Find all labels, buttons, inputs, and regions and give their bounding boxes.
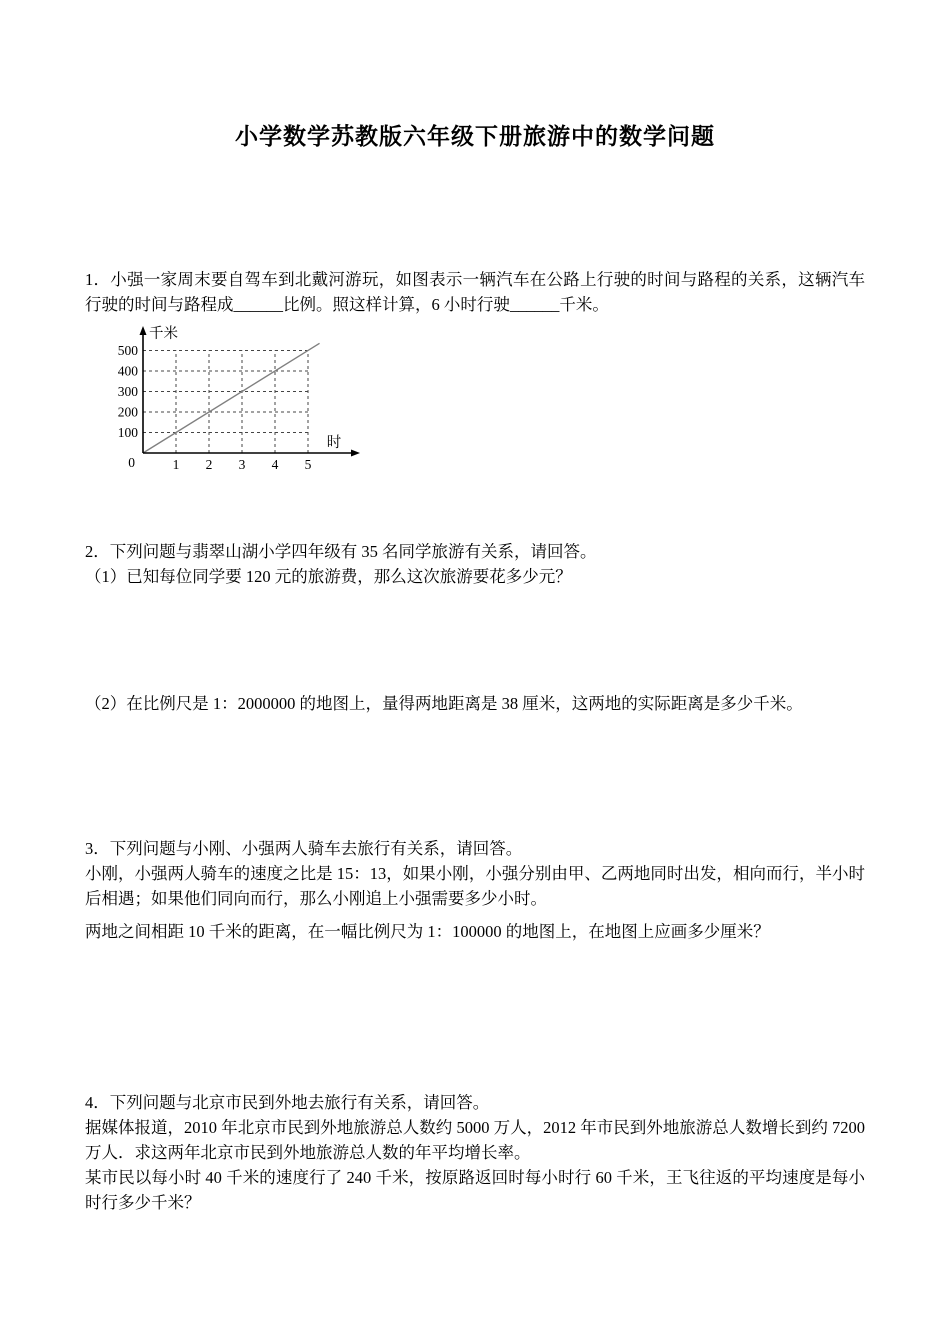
y-tick-label: 300 (117, 384, 138, 399)
x-axis-arrow-icon (351, 450, 360, 457)
page-title: 小学数学苏教版六年级下册旅游中的数学问题 (235, 124, 715, 149)
x-axis-label: 时 (326, 435, 342, 451)
question-4-part-1: 据媒体报道，2010 年北京市民到外地旅游总人数约 5000 万人，2012 年市民到外地旅游总人数增长到约 7200 万人．求这两年北京市民到外地旅游总人数的年平均增长率。 (85, 1118, 865, 1162)
x-tick-label: 4 (271, 457, 279, 472)
question-4-intro: 4．下列问题与北京市民到外地去旅行有关系，请回答。 (85, 1093, 490, 1112)
question-4-part-2: 某市民以每小时 40 千米的速度行了 240 千米，按原路返回时每小时行 60 千米，王飞往返的平均速度是每小时行多少千米？ (85, 1168, 865, 1212)
question-2-intro: 2．下列问题与翡翠山湖小学四年级有 35 名同学旅游有关系，请回答。 (85, 542, 597, 561)
y-tick-label: 400 (117, 363, 138, 379)
question-3-part-2: 两地之间相距 10 千米的距离，在一幅比例尺为 1：100000 的地图上，在地图上应画多少厘米？ (85, 922, 770, 941)
question-1-text: 1．小强一家周末要自驾车到北戴河游玩，如图表示一辆汽车在公路上行驶的时间与路程的关系，这辆汽车行驶的时间与路程成______比例。照这样计算，6 小时行驶______千米。 (85, 270, 865, 314)
distance-time-chart (101, 321, 371, 489)
distance-time-chart-svg (101, 321, 371, 489)
question-3-intro: 3．下列问题与小刚、小强两人骑车去旅行有关系，请回答。 (85, 839, 523, 858)
data-line (143, 343, 320, 453)
question-2-part-1: （1）已知每位同学要 120 元的旅游费，那么这次旅游要花多少元？ (85, 567, 572, 586)
x-tick-label: 2 (205, 457, 213, 472)
y-tick-label: 500 (117, 343, 138, 358)
question-3-part-1: 小刚，小强两人骑车的速度之比是 15：13，如果小刚，小强分别由甲、乙两地同时出发，相向而行，半小时后相遇；如果他们同向而行，那么小刚追上小强需要多少小时。 (85, 864, 865, 908)
x-tick-label: 5 (304, 457, 312, 472)
question-2-part-2: （2）在比例尺是 1：2000000 的地图上，量得两地距离是 38 厘米，这两地的实际距离是多少千米。 (85, 694, 803, 713)
y-tick-label: 100 (117, 425, 138, 440)
y-axis-label: 千米 (149, 326, 178, 342)
y-axis-arrow-icon (140, 326, 147, 335)
origin-label: 0 (128, 455, 135, 470)
x-tick-label: 1 (172, 457, 180, 472)
y-tick-label: 200 (117, 404, 138, 420)
x-tick-label: 3 (238, 457, 246, 472)
